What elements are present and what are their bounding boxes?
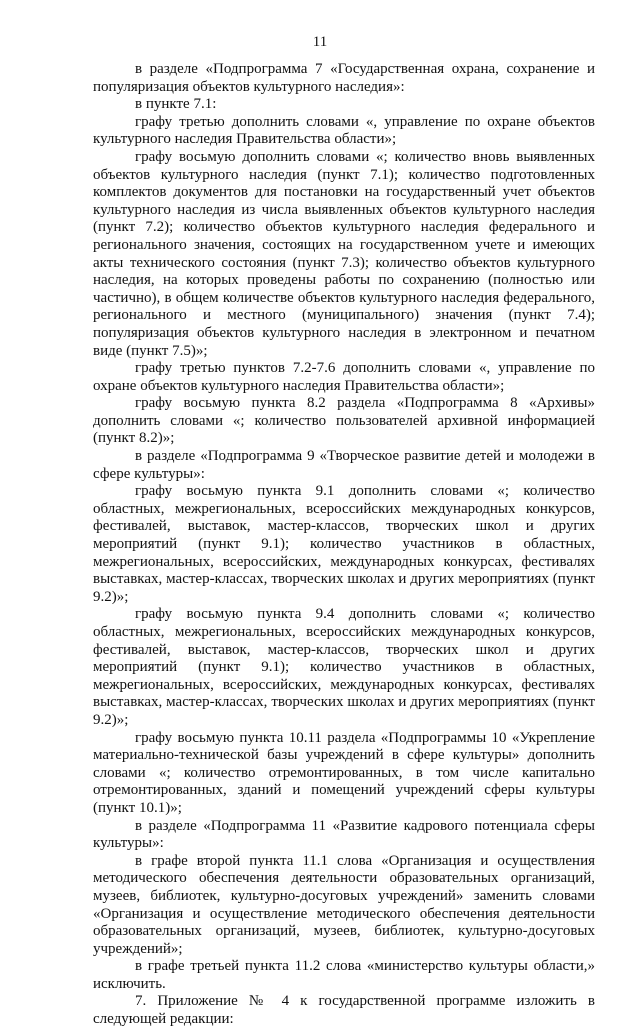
document-body [93,61,595,1029]
paragraph-column-8-10-11: графу восьмую пункта 10.11 раздела «Подпрограммы 10 «Укрепление материально-технической базы учреждений в сфере культуры» дополнить словами «; количество отремонтированных, в том числе капитально отремонтированных, зданий и помещений учреждений сферы культуры (пункт 10.1)»; [93,729,595,816]
paragraph-column-8-7-1: графу восьмую дополнить словами «; количество вновь выявленных объектов культурного наследия (пункт 7.1); количество подготовленных комплектов документов для постановки на государственный учет объектов культурного наследия из числа выявленных объектов культурного наследия (пункт 7.2); количество объектов культурного наследия федерального и регионального значения, состоящих на государственном учете и имеющих акты технического состояния (пункт 7.3); количество объектов культурного наследия, на которых проведены работы по сохранению (полностью или частично), в общем количестве объектов культурного наследия федерального, регионального и местного (муниципального) значения (пункт 7.4); популяризация объектов культурного наследия в электронном и печатном виде (пункт 7.5)»; [93,148,595,359]
paragraph-column-3-11-2: в графе третьей пункта 11.2 слова «министерство культуры области,» исключить. [93,958,595,992]
paragraph-column-8-9-1: графу восьмую пункта 9.1 дополнить словами «; количество областных, межрегиональных, всероссийских международных конкурсов, фестивалей, выставок, мастер-классов, творческих школ и других мероприятий (пункт 9.1); количество участников в областных, межрегиональных, всероссийских, международных конкурсах, фестивалях выставках, мастер-классах, творческих школах и других мероприятиях (пункт 9.2)»; [93,483,595,605]
paragraph-column-3-7-2-7-6: графу третью пунктов 7.2-7.6 дополнить словами «, управление по охране объектов культурного наследия Правительства области»; [93,360,595,394]
paragraph-appendix-4: 7. Приложение № 4 к государственной программе изложить в следующей редакции: [93,993,595,1028]
page-number: 11 [312,34,328,50]
paragraph-section-11-heading: в разделе «Подпрограмма 11 «Развитие кадрового потенциала сферы культуры»: [93,817,595,852]
paragraph-section-9-heading: в разделе «Подпрограмма 9 «Творческое развитие детей и молодежи в сфере культуры»: [93,448,595,482]
paragraph-item-7-1: в пункте 7.1: [135,96,217,113]
paragraph-column-2-11-1: в графе второй пункта 11.1 слова «Организация и осуществления методического обеспечения деятельности образовательных организаций, музеев, библиотек, культурно-досуговых учреждений» заменить словами «Организация и осуществление методического обеспечения деятельности образовательных организаций, музеев, библиотек, культурно-досуговых учреждений»; [93,852,595,957]
paragraph-column-8-9-4: графу восьмую пункта 9.4 дополнить словами «; количество областных, межрегиональных, всероссийских международных конкурсов, фестивалей, выставок, мастер-классов, творческих школ и других мероприятий (пункт 9.1); количество участников в областных, межрегиональных, всероссийских, международных конкурсах, фестивалях выставках, мастер-классах, творческих школах и других мероприятиях (пункт 9.2)»; [93,606,595,728]
paragraph-section-7-heading: в разделе «Подпрограмма 7 «Государственная охрана, сохранение и популяризация объектов культурного наследия»: [93,61,595,95]
paragraph-column-8-8-2: графу восьмую пункта 8.2 раздела «Подпрограмма 8 «Архивы» дополнить словами «; количество пользователей архивной информацией (пункт 8.2)»; [93,395,595,447]
paragraph-column-3-7-1: графу третью дополнить словами «, управление по охране объектов культурного наследия Правительства области»; [93,113,595,148]
